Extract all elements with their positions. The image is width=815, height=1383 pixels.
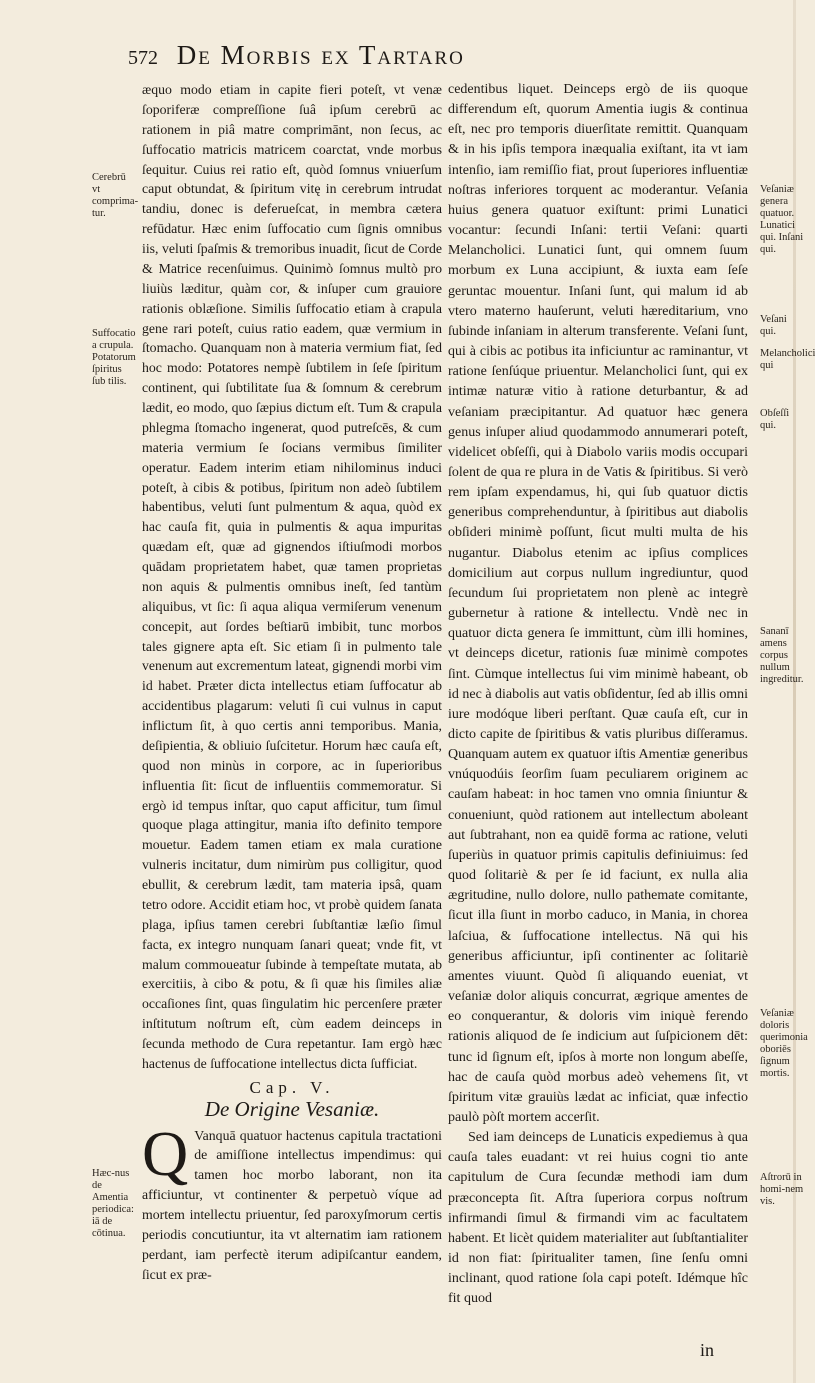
initial-letter: Q (142, 1117, 189, 1189)
left-paragraph-2 (142, 1117, 442, 1285)
margin-note-left-3: Hæc-nus de Amentia periodica: iā de cōtinua. (92, 1168, 134, 1239)
margin-note-right-4: Obſeſſi qui. (760, 408, 790, 431)
right-paragraph-2: Sed iam deinceps de Lunaticis expediemus à qua cauſa tales euadant: vt rei huius cogni tio ante capitulum de Cura ſecundæ methodi iam dum præconcepta ſit. Aſtra ſuperiora corpus noſtrum infirmandi ſimul & firmandi vim ac facultatem habent. Et licèt quidem materialiter aut ſubſtantialiter id non fiat: ſpiritualiter tamen, ſine ſenſu omni inclinant, quod ratione ſola capi poteſt. Idémque hîc fit quod (448, 1130, 748, 1307)
margin-note-right-2: Veſani qui. (760, 314, 787, 337)
right-column (448, 80, 748, 1310)
margin-note-right-5: Sananī amens corpus nullum ingreditur. (760, 626, 804, 685)
margin-note-left-1: Cerebrū vt comprima-tur. (92, 172, 139, 219)
chapter-label: Cap. V. (249, 1077, 335, 1097)
margin-note-right-3: Melancholici qui (760, 348, 815, 371)
catchword: in (700, 1340, 715, 1360)
margin-note-right-7: Aſtrorū in homi-nem vis. (760, 1172, 804, 1207)
margin-note-left-2: Suffocatio a crupula. Potatorum ſpiritus ſub tilis. (92, 328, 136, 387)
chapter-title: De Origine Vesaniæ. (204, 1096, 380, 1121)
margin-note-right-6: Veſaniæ doloris querimonia oboriēs ſignum mortis. (760, 1008, 808, 1079)
left-paragraph-2-text: Vanquā quatuor hactenus capitula tractationi de amiſſione intellectus impendimus: qui tamen hoc morbo laborant, non ita afficiuntur, vt continenter & perpetuò víque ad mortem intellectu priuentur, ſed paroxyſmorum certis periodis concutiuntur, ita vt alternatim iam rationem perdant, iam perfectè iterum adipiſcantur eandem, ſicut ex præ- (142, 1127, 442, 1282)
left-paragraph-1: æquo modo etiam in capite fieri poteſt, vt venæ ſoporiferæ compreſſione ſuâ ipſum cerebrū ac rationem in piâ matre comprimānt, non ſecus, ac ſuffocatio matricis matricem coarctat, vnde morbus ſequitur. Cuius rei ratio eſt, quòd ſomnus vniuerſum caput obtundat, & ſpiritum vitę in cerebrum intrudat tandiu, donec is deferueſcat, in membra cætera refūdatur. Hæc enim ſuffocatio cum ſignis omnibus iis, veluti ſpaſmis & tremoribus inuadit, ſicut de Corde & Matrice recenſuimus. Quinimò ſomnus multò pro liuiùs læditur, quàm cor, & inſuper cum grauiore rationis oblæſione. Similis ſuffocatio etiam à crapula gene rari poteſt, cuius ratio eadem, quæ vermium in ſtomacho. Quanquam non à materia vermium fiat, ſed hoc modo: Potatores nempè ſubtilem in ſeſe ſpiritum continent, qui ſubtilitate ſua & ſomnum & cerebrum lædit, eo modo, quo ſæpius dictum eſt. Tum & crapula phlegma ſtomacho ingenerat, quod putreſcēs, & cum materia vermium ſe ſocians vermibus ſimiliter operatur. Eadem interim etiam nihilominus induci poteſt, à cibis & potibus, ſpiritum non adeò ſubtilem habentibus, veluti ſunt pulmentum & aqua, quòd ex hac cauſa fit, quia in pulmentis & aqua impuritas quædam eſt, quæ ad gignendos iſtiuſmodi morbos quādam proprietatem habet, quæ tamen proprietas non aquis & pulmentis omnibus ineſt, ſed tantùm aliquibus, vt ſic: ſi aqua aliqua vermiſerum venenum concepit, aut ſordes beſtiarū imbibit, tunc morbos tales gignere apta eſt. Sic etiam ſi in pulmento tale venenum aut excrementum lateat, gignendi morbi vim id habet. Præter dicta intellectus etiam ſuffocatur ab accidentibus plagarum: veluti ſi cui vulnus in caput inflictum ſit, à quo certis anni temporibus. Mania, deſipientia, & obliuio ſuſcitetur. Horum hæc cauſa eſt, quod non minùs in corpore, ac in ſuperioribus influentia ſit: ſicut de influentiis commemoratur. Si ergò id tempus inſtar, quo caput afficitur, tum ſimul quoque plaga attingitur, mania iſto definito tempore mouetur. Eadem tamen etiam ex mala curatione vulneris incitatur, dum nimirùm pus colligitur, quod ebullit, & cerebrum lædit, tam materia ipsâ, quam tetro odore. Accidit etiam hoc, vt probè quidem ſanata plaga, ipſius tamen cerebri ſubſtantiæ læſio ſimul facta, ex integro nunquam ſanari queat; vnde fit, vt malum commoueatur ſubinde à tempeſtate mutata, ab exercitiis, à cibo & potu, & ſi quæ his ſimiles aliæ occaſiones ſint, quas ſingulatim hic percenſere præter inſtitutum noſtrum eſt, cùm eadem deinceps in ſecunda methodo de Cura repetantur. Iam ergò hæc hactenus de ſuffocatione intellectus dicta ſufficiat. (142, 82, 442, 1071)
left-column (142, 80, 442, 1285)
right-paragraph-1: cedentibus liquet. Deinceps ergò de iis quoque differendum eſt, quorum Amentia iugis & continua eſt, nec pro temporis diuerſitate remittit. Quanquam & in his ipſis tempora inæqualia exiſtant, ita vt iam intenſio, iam remiſſio fiat, prout ſuperiores influentiæ noſtras inferiores torquent ac moderantur. Veſania huius genera quatuor exiſtunt: primi Lunatici vocantur: ſecundi Inſani: tertii Veſani: quarti Melancholici. Lunatici ſunt, qui omnem ſuum morbum ex Luna accipiunt, & iuxta eam ſeſe geruntac mouentur. Inſani ſunt, qui malum id ab vtero materno hauſerunt, veluti hæreditarium, vno ſubinde inſaniam in alterum transferente. Veſani ſunt, qui à cibis ac potibus ita inficiuntur ac raminantur, vt ratione ſenſúque priuentur. Melancholici ſunt, qui ex intimæ naturæ vitio à ratione deturbantur, & ad veſaniam præcipitantur. Ad quatuor hæc genera genus inſuper aliud quodammodo annumerari poteſt, videlicet obſeſſi, qui à Diabolo variis modis occupari ſolent de qua re plura in de Vatis & ſpiritibus. Si verò rem ipſam expendamus, hi, qui ſub quatuor dictis generibus comprehenduntur, à ſpiritibus aut diabolis obſideri minimè poſſunt, ſicut multi multa de his nugantur. Diabolus etenim ac ipſius complices domicilium aut corpus nullum ingrediuntur, quod ſecundum ſui proprietatem non plenè ac integrè gubernetur à ratione & intellectu. Vndè nec in quatuor dicta genera ſe immittunt, cùm illi homines, vt deinceps dicetur, rationis ſuæ minimè compotes ſint. Cùmque intellectus ſui vim minimè habeant, ob id nec à diabolis aut vatis obſidentur, ſed ab illis omni iure modóque liberi perſtant. Quæ cauſa eſt, cur in dicto capite de ſpiritibus & vatis pluribus diſſeramus. Quanquam autem ex quatuor iſtis Amentiæ generibus vnúquodúis ſeorſim ſuam peculiarem originem ac cauſam habeat: in hoc tamen vno omnia ſiniuntur & conueniunt, quòd rationem aut intellectum aboleant aut ſubtrahant, non ea quidē forma ac ratione, veluti ſuperiùs in quatuor primis capitulis definiuimus: ſed quod ſolitariè & per ſe id faciunt, ex nulla alia ægritudine, nullo dolore, nullo pathemate comitante, ſicut illa ſiunt in morbo caduco, in Mania, in chorea laſciua, & ſuffocatione intellectus. Nā qui his generibus afficiuntur, ipſi continenter ac ſolitariè amentes viuunt. Quòd ſi aliquando eueniat, vt veſaniæ dolor aliquis concurrat, ægrique amentes de eo conquerantur, & doloris vim iniquè ferendo rationis aliquod de ſe indicium aut ſuſpicionem dēt: tunc id ſignum eſt, ipſos à morte non longum abeſſe, hac de cauſa quòd morbus adeò vehemens ſit, vt ſpiritum vitæ grauiùs lædat ac inficiat, quæ infectio paulò pòſt mortem accerſit. (448, 82, 748, 1125)
margin-note-right-1: Veſaniæ genera quatuor. Lunatici qui. Inſani qui. (760, 184, 804, 255)
running-title: De Morbis ex Tartaro (176, 40, 465, 70)
page-header (128, 40, 758, 76)
page-number: 572 (128, 47, 158, 69)
